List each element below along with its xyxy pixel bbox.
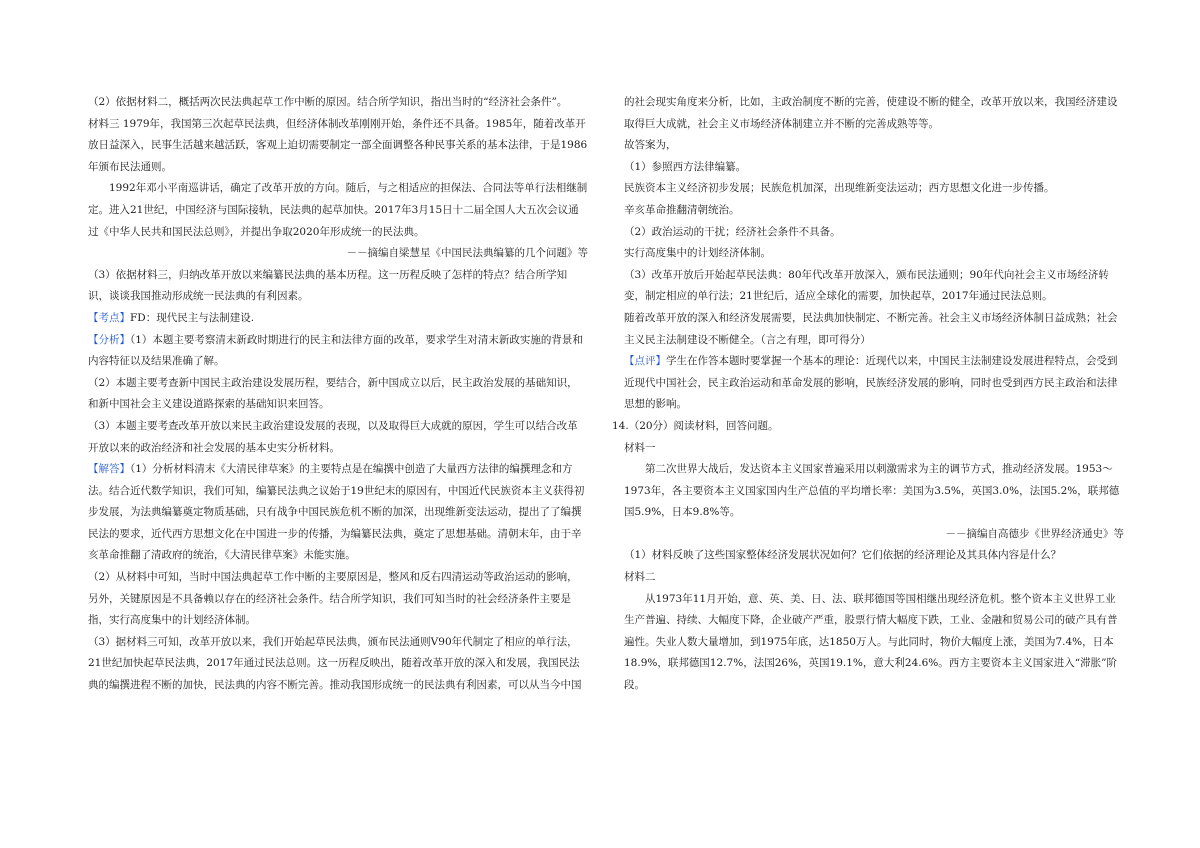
paragraph-text: 第二次世界大战后，发达资本主义国家普遍采用以刺激需求为主的调节方式，推动经济发展。1953～1973年，各主要资本主义国家国内生产总值的平均增长率：美国为3.5%，英国3.0%，法国5.2%，联邦德国5.9%，日本9.8%等。 [624,463,1120,519]
paragraph-text: （2）依据材料二，概括两次民法典起草工作中断的原因。结合所学知识，指出当时的“经济社会条件”。 [88,96,568,108]
paragraph [88,459,588,567]
paragraph [88,373,588,416]
paragraph [88,632,588,697]
paragraph [624,524,1124,546]
paragraph-text: （2）从材料中可知，当时中国法典起草工作中断的主要原因是，整风和反右四清运动等政治运动的影响，另外，关键原因是不具备赖以存在的经济社会条件。结合所学知识，我们可知当时的社会经济条件主要是指，实行高度集中的计划经济体制。 [88,571,578,627]
paragraph [88,567,588,632]
paragraph [624,157,1124,179]
paragraph [624,589,1124,697]
paragraph [88,330,588,373]
paragraph [624,459,1124,524]
left-column [88,92,588,697]
paragraph-text: 1992年邓小平南巡讲话，确定了改革开放的方向。随后，与之相适应的担保法、合同法等单行法相继制定。进入21世纪，中国经济与国际接轨，民法典的起草加快。2017年3月15日十二届全国人大五次会议通过《中华人民共和国民法总则》，并提出争取2020年形成统一的民法典。 [88,182,588,238]
paragraph [624,308,1124,351]
paragraph [88,243,588,265]
paragraph-text: （1）材料反映了这些国家整体经济发展状况如何？它们依据的经济理论及其具体内容是什么？ [624,549,1062,562]
paragraph [88,265,588,308]
paragraph-text: 材料一 [624,441,656,454]
paragraph-text: （3）本题主要考查改革开放以来民主政治建设发展的表现，以及取得巨大成就的原因，学生可以结合改革开放以来的政治经济和社会发展的基本史实分析材料。 [88,419,578,454]
paragraph-text: 学生在作答本题时要掌握一个基本的理论：近现代以来，中国民主法制建设发展进程特点，会受到近现代中国社会，民主政治运动和革命发展的影响，民族经济发展的影响，同时也受到西方民主政治和法律思想的影响。 [624,355,1118,411]
paragraph-text: 随着改革开放的深入和经济发展需要，民法典加快制定、不断完善。社会主义市场经济体制日益成熟；社会主义民主法制建设不断健全。（言之有理，即可得分） [624,311,1118,346]
paragraph-text: （1）分析材料清末《大清民律草案》的主要特点是在编撰中创造了大量西方法律的编撰理念和方法。结合近代数学知识，我们可知，编纂民法典之议始于19世纪末的原因有，中国近代民族资本主义获得初步发展，为法典编纂奠定物质基础，只有战争中国民族危机不断的加深，出现维新变法运动，提出了了编撰民法的要求，近代西方思想文化在中国进一步的传播，为编纂民法典，奠定了思想基础。清朝末年，由于辛亥革命推翻了清政府的统治，《大清民律草案》未能实施。 [88,463,585,562]
paragraph-text: 民族资本主义经济初步发展；民族危机加深，出现维新变法运动；西方思想文化进一步传播。 [624,182,1055,195]
paragraph [624,135,1124,157]
paragraph [88,416,588,459]
paragraph-text: 辛亥革命推翻清朝统治。 [624,203,740,216]
paragraph [624,222,1124,244]
paragraph-text: －－摘编自梁慧星《中国民法典编纂的几个问题》等 [346,247,588,260]
section-tag: 【点评】 [624,355,666,368]
paragraph-text: 材料二 [624,571,656,584]
right-column [612,92,1124,697]
section-tag: 【考点】 [88,311,130,324]
paragraph-text: FD：现代民主与法制建设. [130,311,255,324]
paragraph [624,438,1124,460]
paragraph-text: （3）依据材料三，归纳改革开放以来编纂民法典的基本历程。这一历程反映了怎样的特点？结合所学知识，谈谈我国推动形成统一民法典的有利因素。 [88,268,568,303]
paragraph-text: －－摘编自高德步《世界经济通史》等 [945,527,1124,540]
paragraph [624,265,1124,308]
paragraph-text: 故答案为， [624,139,677,152]
paragraph [624,545,1124,567]
paragraph-text: 从1973年11月开始，意、英、美、日、法、联邦德国等国相继出现经济危机。整个资本主义世界工业生产普遍、持续、大幅度下降，企业破产严重，股票行情大幅度下跌，工业、金融和贸易公司的破产具有普遍性。失业人数大量增加，到1975年底，达1850万人。与此同时，物价大幅度上涨，美国为7.4%，日本18.9%，联邦德国12.7%，法国26%，英国19.1%，意大利24.6%。西方主要资本主义国家进入“滞胀”阶段。 [624,592,1118,692]
section-tag: 【分析】 [88,333,130,346]
paragraph-text: 14.（20分）阅读材料，回答问题。 [612,419,779,432]
paragraph [88,308,588,330]
section-tag: 【解答】 [88,463,130,476]
paragraph [624,243,1124,265]
paragraph-text: 的社会现实角度来分析，比如，主政治制度不断的完善，使建设不断的健全，改革开放以来，我国经济建设取得巨大成就，社会主义市场经济体制建立并不断的完善成熟等等。 [624,96,1118,130]
paragraph [88,114,588,179]
paragraph-text: （2）本题主要考查新中国民主政治建设发展历程，要结合，新中国成立以后，民主政治发展的基础知识，和新中国社会主义建设道路探索的基础知识来回答。 [88,376,578,411]
paragraph [624,92,1124,135]
paragraph-text: （1）参照西方法律编纂。 [624,160,747,173]
paragraph-text: （1）本题主要考察清末新政时期进行的民主和法律方面的改革，要求学生对清末新政实施的背景和内容特征以及结果准确了解。 [88,333,583,368]
paragraph-text: 实行高度集中的计划经济体制。 [624,247,771,260]
paragraph-text: 材料三 1979年，我国第三次起草民法典，但经济体制改革刚刚开始，条件还不具备。1985年，随着改革开放日益深入，民事生活越来越活跃，客观上迫切需要制定一部全面调整各种民事关系的基本法律，于是1986年颁布民法通则。 [88,117,588,173]
paragraph-text: （3）据材料三可知，改革开放以来，我们开始起草民法典，颁布民法通则V90年代制定了相应的单行法，21世纪加快起草民法典，2017年通过民法总则。这一历程反映出，随着改革开放的深入和发展，我国民法典的编撰进程不断的加快，民法典的内容不断完善。推动我国形成统一的民法典有利因素，可以从当今中国 [88,635,582,692]
paragraph [624,200,1124,222]
paragraph [88,178,588,243]
paragraph [612,416,1124,438]
paragraph [624,567,1124,589]
paragraph [88,92,588,114]
paragraph [624,178,1124,200]
paragraph-text: （3）改革开放后开始起草民法典：80年代改革开放深入，颁布民法通则；90年代向社会主义市场经济转变，制定相应的单行法；21世纪后，适应全球化的需要，加快起草，2017年通过民法总则。 [624,268,1109,303]
paragraph-text: （2）政治运动的干扰；经济社会条件不具备。 [624,225,841,238]
paragraph [624,351,1124,416]
